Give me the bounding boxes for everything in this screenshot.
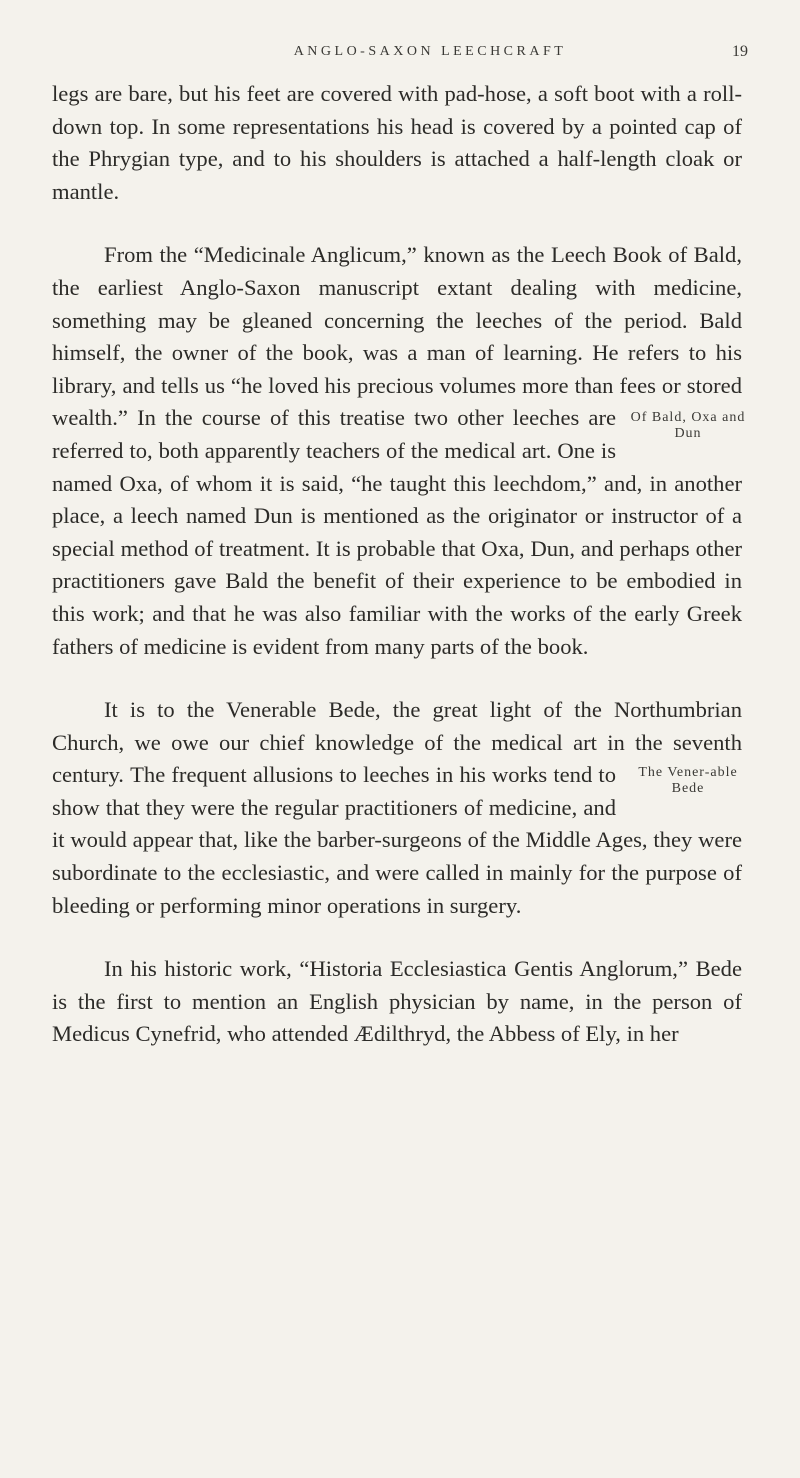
paragraph-3-text-end: The frequent allusions to leeches in his works tend to show that they were the regular practitioners of medicine, and it would appear that, like the barber-surgeons of the Middle Ages, they were subordinate to the ecclesiastic, and were called in mainly for the purpose of bleeding or performing minor operations in surgery.: [52, 762, 742, 918]
body-text: [52, 78, 746, 1082]
paragraph-2: [52, 239, 746, 663]
paragraph-3-text-start: It is to the Venerable Bede, the great light of the Northumbrian Church, we owe our chief knowledge of the medical art in the seventh century.: [52, 697, 742, 788]
page-number: 19: [732, 43, 748, 60]
paragraph-2-text-end: other leeches are referred to, both apparently teachers of the medical art. One is named Oxa, of whom it is said, “he taught this leechdom,” and, in another place, a leech named Dun is mentioned as the originator or instructor of a special method of treatment. It is probable that Oxa, Dun, and perhaps other practitioners gave Bald the benefit of their experience to be embodied in this work; and that he was also familiar with the works of the early Greek fathers of medicine is evident from many parts of the book.: [52, 405, 742, 659]
paragraph-2-text-start: From the “Medicinale Anglicum,” known as the Leech Book of Bald, the earliest Anglo-Saxon manuscript extant dealing with medicine, something may be gleaned concerning the leeches of the period. Bald himself, the owner of the book, was a man of learning. He refers to his library, and tells us “he loved his precious volumes more than fees or stored wealth.” In the course of this treatise two: [52, 242, 742, 431]
side-note-venerable-bede: The Vener-able Bede: [638, 765, 738, 797]
running-head: [0, 38, 800, 68]
paragraph-4: In his historic work, “Historia Ecclesiastica Gentis Anglorum,” Bede is the first to mention an English physician by name, in the person of Medicus Cynefrid, who attended Ædilthryd, the Abbess of Ely, in her: [52, 956, 742, 1047]
paragraph-3: [52, 694, 742, 922]
side-note-bald-oxa-dun: Of Bald, Oxa and Dun: [630, 410, 746, 442]
paragraph-1: legs are bare, but his feet are covered with pad-hose, a soft boot with a roll-down top. In some representations his head is covered by a pointed cap of the Phrygian type, and to his shoulders is attached a half-length cloak or mantle.: [52, 81, 742, 204]
running-title: ANGLO-SAXON LEECHCRAFT: [293, 44, 567, 59]
